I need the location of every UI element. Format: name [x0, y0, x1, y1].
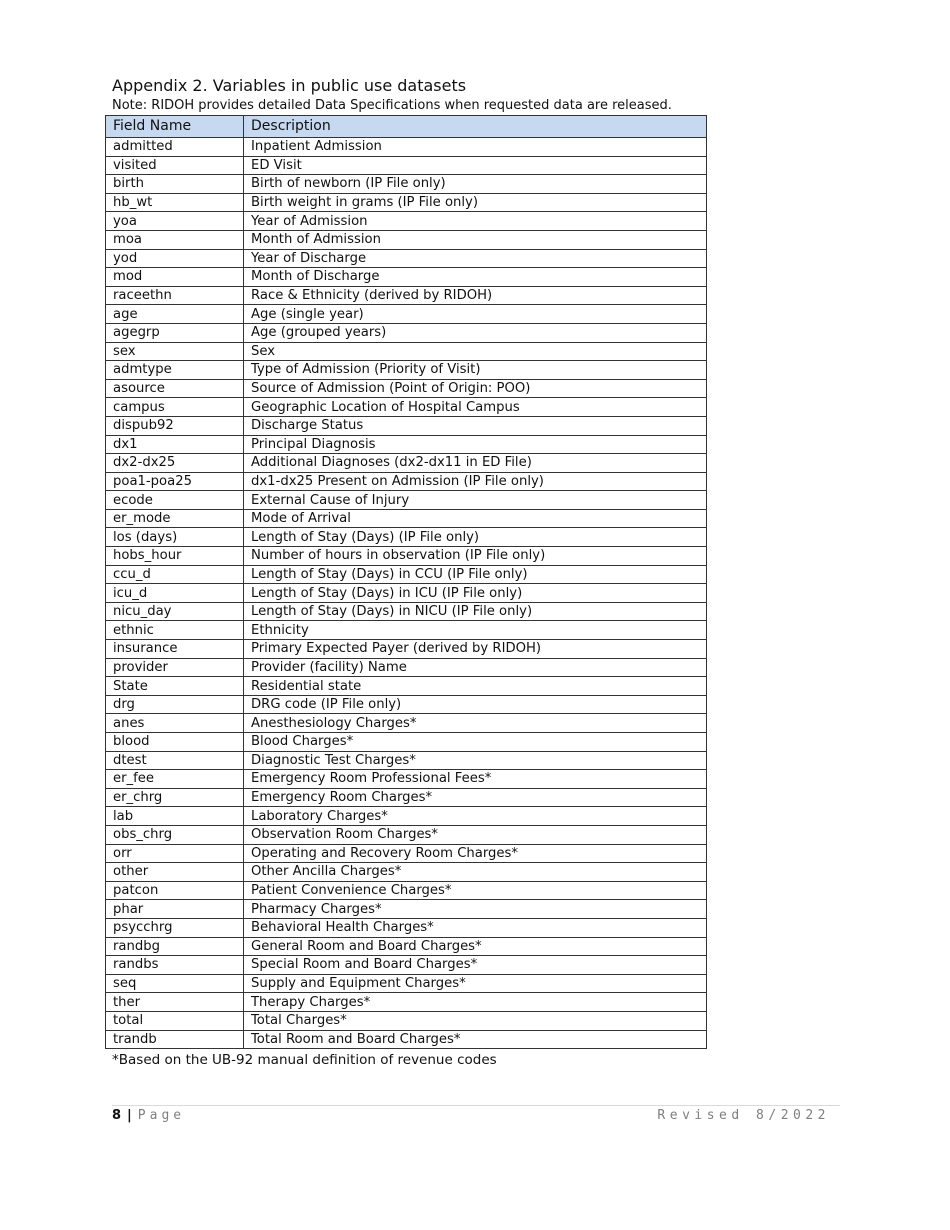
description-cell: Month of Admission: [244, 230, 707, 249]
field-name-cell: asource: [106, 379, 244, 398]
field-name-cell: admtype: [106, 361, 244, 380]
description-cell: dx1-dx25 Present on Admission (IP File only): [244, 472, 707, 491]
table-row: [106, 138, 707, 157]
description-cell: Observation Room Charges*: [244, 825, 707, 844]
description-cell: Birth of newborn (IP File only): [244, 175, 707, 194]
field-name-cell: hb_wt: [106, 193, 244, 212]
description-cell: Length of Stay (Days) in ICU (IP File only): [244, 584, 707, 603]
field-name-cell: obs_chrg: [106, 825, 244, 844]
field-name-cell: yod: [106, 249, 244, 268]
table-row: [106, 342, 707, 361]
field-name-cell: anes: [106, 714, 244, 733]
description-cell: Laboratory Charges*: [244, 807, 707, 826]
description-cell: External Cause of Injury: [244, 491, 707, 510]
table-row: [106, 900, 707, 919]
field-name-cell: ccu_d: [106, 565, 244, 584]
description-cell: Number of hours in observation (IP File only): [244, 547, 707, 566]
description-cell: Geographic Location of Hospital Campus: [244, 398, 707, 417]
field-name-cell: agegrp: [106, 323, 244, 342]
description-cell: ED Visit: [244, 156, 707, 175]
description-cell: Anesthesiology Charges*: [244, 714, 707, 733]
table-row: [106, 881, 707, 900]
field-name-cell: er_mode: [106, 509, 244, 528]
description-cell: Supply and Equipment Charges*: [244, 974, 707, 993]
table-row: [106, 472, 707, 491]
description-cell: Principal Diagnosis: [244, 435, 707, 454]
table-row: [106, 695, 707, 714]
description-cell: Birth weight in grams (IP File only): [244, 193, 707, 212]
table-row: [106, 565, 707, 584]
field-name-cell: seq: [106, 974, 244, 993]
field-name-cell: sex: [106, 342, 244, 361]
description-cell: Primary Expected Payer (derived by RIDOH): [244, 640, 707, 659]
field-name-cell: campus: [106, 398, 244, 417]
table-row: [106, 212, 707, 231]
field-name-cell: phar: [106, 900, 244, 919]
table-header-row: [106, 116, 707, 138]
table-row: [106, 305, 707, 324]
table-row: [106, 491, 707, 510]
table-row: [106, 677, 707, 696]
description-cell: Sex: [244, 342, 707, 361]
description-cell: Length of Stay (Days) in NICU (IP File only): [244, 602, 707, 621]
table-row: [106, 547, 707, 566]
table-row: [106, 807, 707, 826]
field-name-cell: admitted: [106, 138, 244, 157]
table-row: [106, 1011, 707, 1030]
field-name-cell: moa: [106, 230, 244, 249]
field-name-cell: birth: [106, 175, 244, 194]
description-cell: Total Charges*: [244, 1011, 707, 1030]
field-name-cell: patcon: [106, 881, 244, 900]
field-name-cell: lab: [106, 807, 244, 826]
field-name-cell: ther: [106, 993, 244, 1012]
table-row: [106, 268, 707, 287]
table-row: [106, 323, 707, 342]
description-cell: Discharge Status: [244, 416, 707, 435]
table-row: [106, 1030, 707, 1049]
description-cell: Race & Ethnicity (derived by RIDOH): [244, 286, 707, 305]
description-cell: Age (single year): [244, 305, 707, 324]
data-specifications-note: Note: RIDOH provides detailed Data Specifications when requested data are released.: [112, 98, 672, 113]
field-name-cell: State: [106, 677, 244, 696]
field-name-cell: raceethn: [106, 286, 244, 305]
table-row: [106, 156, 707, 175]
field-name-cell: er_fee: [106, 770, 244, 789]
description-cell: Other Ancilla Charges*: [244, 863, 707, 882]
description-cell: Additional Diagnoses (dx2-dx11 in ED File): [244, 454, 707, 473]
description-cell: Month of Discharge: [244, 268, 707, 287]
table-row: [106, 528, 707, 547]
description-cell: Behavioral Health Charges*: [244, 918, 707, 937]
table-row: [106, 249, 707, 268]
description-cell: Therapy Charges*: [244, 993, 707, 1012]
description-cell: Ethnicity: [244, 621, 707, 640]
description-cell: Provider (facility) Name: [244, 658, 707, 677]
table-row: [106, 621, 707, 640]
table-row: [106, 993, 707, 1012]
description-cell: Blood Charges*: [244, 733, 707, 752]
footer-separator: |: [127, 1108, 132, 1123]
table-row: [106, 956, 707, 975]
field-name-cell: psycchrg: [106, 918, 244, 937]
field-name-cell: er_chrg: [106, 788, 244, 807]
table-row: [106, 974, 707, 993]
field-name-cell: randbs: [106, 956, 244, 975]
description-cell: Year of Discharge: [244, 249, 707, 268]
field-name-cell: orr: [106, 844, 244, 863]
description-cell: Year of Admission: [244, 212, 707, 231]
field-name-cell: poa1-poa25: [106, 472, 244, 491]
table-row: [106, 937, 707, 956]
table-row: [106, 770, 707, 789]
field-name-cell: provider: [106, 658, 244, 677]
page-number: 8: [112, 1108, 122, 1123]
table-row: [106, 602, 707, 621]
variables-table: [105, 115, 707, 1049]
page-footer: [112, 1107, 185, 1125]
field-name-header: Field Name: [106, 116, 244, 138]
description-cell: Age (grouped years): [244, 323, 707, 342]
description-cell: Diagnostic Test Charges*: [244, 751, 707, 770]
description-cell: Patient Convenience Charges*: [244, 881, 707, 900]
table-row: [106, 788, 707, 807]
field-name-cell: dispub92: [106, 416, 244, 435]
field-name-cell: ecode: [106, 491, 244, 510]
table-row: [106, 435, 707, 454]
field-name-cell: total: [106, 1011, 244, 1030]
field-name-cell: trandb: [106, 1030, 244, 1049]
field-name-cell: nicu_day: [106, 602, 244, 621]
field-name-cell: dtest: [106, 751, 244, 770]
table-body: [106, 138, 707, 1049]
page-label: Page: [137, 1108, 186, 1123]
field-name-cell: dx2-dx25: [106, 454, 244, 473]
table-row: [106, 286, 707, 305]
table-row: [106, 509, 707, 528]
field-name-cell: insurance: [106, 640, 244, 659]
description-cell: Operating and Recovery Room Charges*: [244, 844, 707, 863]
table-row: [106, 751, 707, 770]
table-row: [106, 175, 707, 194]
table-row: [106, 398, 707, 417]
description-cell: Pharmacy Charges*: [244, 900, 707, 919]
table-row: [106, 379, 707, 398]
field-name-cell: icu_d: [106, 584, 244, 603]
field-name-cell: hobs_hour: [106, 547, 244, 566]
field-name-cell: age: [106, 305, 244, 324]
table-row: [106, 918, 707, 937]
description-cell: General Room and Board Charges*: [244, 937, 707, 956]
description-cell: Mode of Arrival: [244, 509, 707, 528]
description-cell: Residential state: [244, 677, 707, 696]
table-row: [106, 230, 707, 249]
table-row: [106, 584, 707, 603]
table-row: [106, 658, 707, 677]
field-name-cell: los (days): [106, 528, 244, 547]
table-row: [106, 361, 707, 380]
table-row: [106, 454, 707, 473]
table-row: [106, 825, 707, 844]
footer-divider: [112, 1105, 840, 1106]
footnote: *Based on the UB-92 manual definition of revenue codes: [112, 1052, 497, 1068]
description-cell: Source of Admission (Point of Origin: POO): [244, 379, 707, 398]
table-row: [106, 844, 707, 863]
field-name-cell: blood: [106, 733, 244, 752]
table-row: [106, 863, 707, 882]
field-name-cell: other: [106, 863, 244, 882]
description-cell: DRG code (IP File only): [244, 695, 707, 714]
table-row: [106, 416, 707, 435]
description-cell: Length of Stay (Days) (IP File only): [244, 528, 707, 547]
description-header: Description: [244, 116, 707, 138]
description-cell: Type of Admission (Priority of Visit): [244, 361, 707, 380]
field-name-cell: yoa: [106, 212, 244, 231]
description-cell: Emergency Room Charges*: [244, 788, 707, 807]
table-row: [106, 640, 707, 659]
description-cell: Total Room and Board Charges*: [244, 1030, 707, 1049]
revised-date: Revised 8/2022: [657, 1108, 830, 1123]
table-row: [106, 193, 707, 212]
table-row: [106, 733, 707, 752]
field-name-cell: drg: [106, 695, 244, 714]
description-cell: Length of Stay (Days) in CCU (IP File only): [244, 565, 707, 584]
description-cell: Emergency Room Professional Fees*: [244, 770, 707, 789]
field-name-cell: dx1: [106, 435, 244, 454]
table-row: [106, 714, 707, 733]
description-cell: Inpatient Admission: [244, 138, 707, 157]
field-name-cell: mod: [106, 268, 244, 287]
description-cell: Special Room and Board Charges*: [244, 956, 707, 975]
field-name-cell: ethnic: [106, 621, 244, 640]
field-name-cell: randbg: [106, 937, 244, 956]
field-name-cell: visited: [106, 156, 244, 175]
page-title: Appendix 2. Variables in public use datasets: [112, 76, 467, 95]
